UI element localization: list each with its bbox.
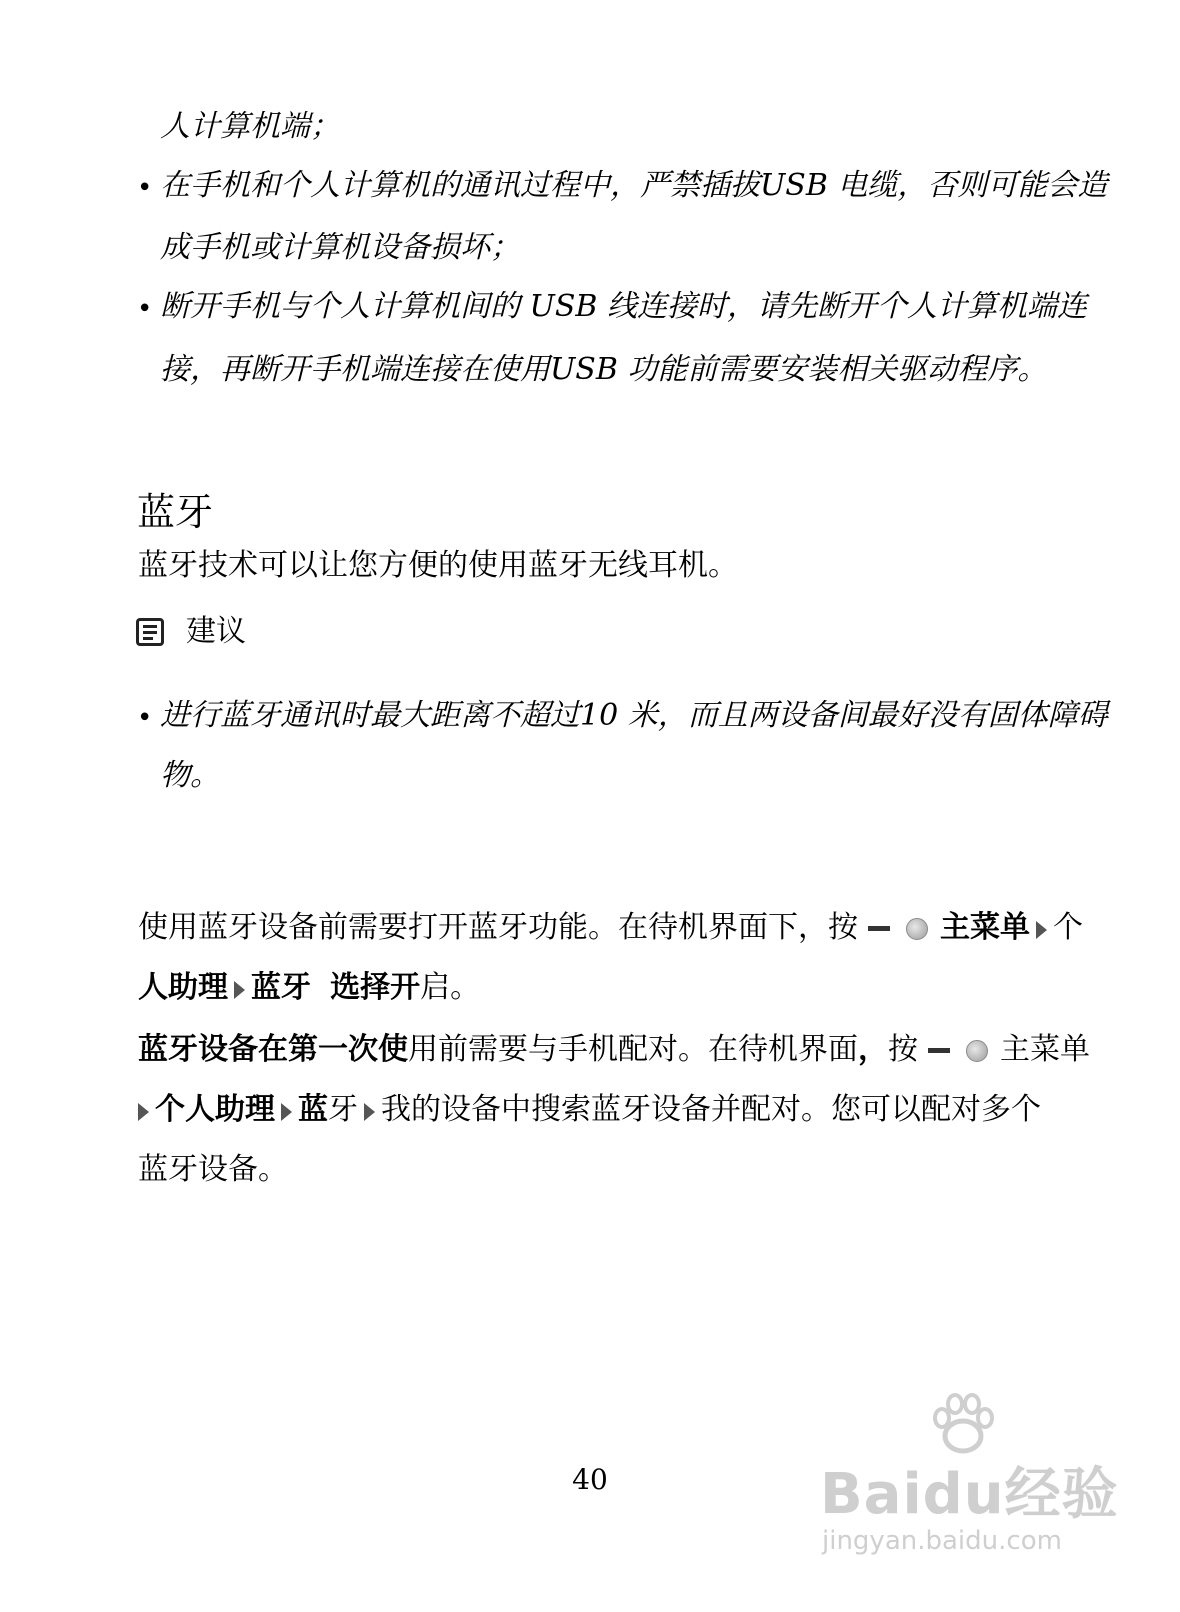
baidu-watermark xyxy=(820,1390,1120,1580)
note-bullet-text-line: 物。 xyxy=(160,758,220,793)
text-run-bold: ， xyxy=(858,1032,888,1067)
bullet-text-line: 在手机和个人计算机的通讯过程中，严禁插拔USB 电缆，否则可能会造 xyxy=(160,168,1108,203)
note-bullet-text-line: 进行蓝牙通讯时最大距离不超过10 米，而且两设备间最好没有固体障碍 xyxy=(160,698,1108,733)
menu-path-item: 主菜单 xyxy=(1000,1032,1090,1067)
watermark-brand: Baidu经验 xyxy=(820,1462,1119,1527)
text-run-bold: 蓝牙设备在第一次使 xyxy=(138,1032,408,1067)
bullet-text-line: 接，再断开手机端连接在使用USB 功能前需要安装相关驱动程序。 xyxy=(160,352,1048,387)
minus-key-icon xyxy=(928,1048,950,1053)
text-run: 个 xyxy=(1053,910,1083,945)
note-icon xyxy=(136,618,164,646)
bullet-marker: • xyxy=(137,294,153,324)
text-run: 使用蓝牙设备前需要打开蓝牙功能。在待机界面下，按 xyxy=(138,910,858,945)
section-intro: 蓝牙技术可以让您方便的使用蓝牙无线耳机。 xyxy=(138,548,738,583)
paragraph-line xyxy=(138,968,480,1008)
arrow-right-icon xyxy=(364,1103,375,1121)
arrow-right-icon xyxy=(234,981,245,999)
paragraph-line xyxy=(138,1090,1041,1130)
text-run: 启。 xyxy=(420,970,481,1005)
paragraph-line xyxy=(138,908,1083,948)
section-heading: 蓝牙 xyxy=(137,490,214,534)
paragraph-line: 蓝牙设备。 xyxy=(138,1152,288,1187)
menu-path-item: 个人助理 xyxy=(155,1092,275,1127)
text-run: 我的设备中搜索蓝牙设备并配对。您可以配对多个 xyxy=(381,1092,1041,1127)
bullet-marker: • xyxy=(137,703,153,733)
menu-path-item: 主菜单 xyxy=(940,910,1030,945)
circle-key-icon xyxy=(966,1040,988,1062)
watermark-url: jingyan.baidu.com xyxy=(822,1526,1062,1556)
arrow-right-icon xyxy=(281,1103,292,1121)
arrow-right-icon xyxy=(138,1103,149,1121)
arrow-right-icon xyxy=(1036,921,1047,939)
menu-path-item: 蓝牙 xyxy=(251,970,311,1005)
text-line: 人计算机端； xyxy=(160,109,340,144)
menu-path-item: 选择开 xyxy=(330,970,421,1005)
circle-key-icon xyxy=(906,918,928,940)
minus-key-icon xyxy=(868,926,890,931)
paragraph-line xyxy=(138,1030,1090,1070)
page-number: 40 xyxy=(572,1463,608,1496)
text-run: 按 xyxy=(888,1032,918,1067)
menu-path-item: 人助理 xyxy=(138,970,228,1005)
text-run: 用前需要与手机配对。在待机界面 xyxy=(408,1032,858,1067)
menu-path-item: 牙 xyxy=(328,1092,358,1127)
menu-path-item: 蓝 xyxy=(298,1092,328,1127)
bullet-text-line: 断开手机与个人计算机间的 USB 线连接时，请先断开个人计算机端连 xyxy=(160,289,1087,324)
bullet-text-line: 成手机或计算机设备损坏； xyxy=(160,230,520,265)
bullet-marker: • xyxy=(137,173,153,203)
note-label: 建议 xyxy=(186,614,246,649)
